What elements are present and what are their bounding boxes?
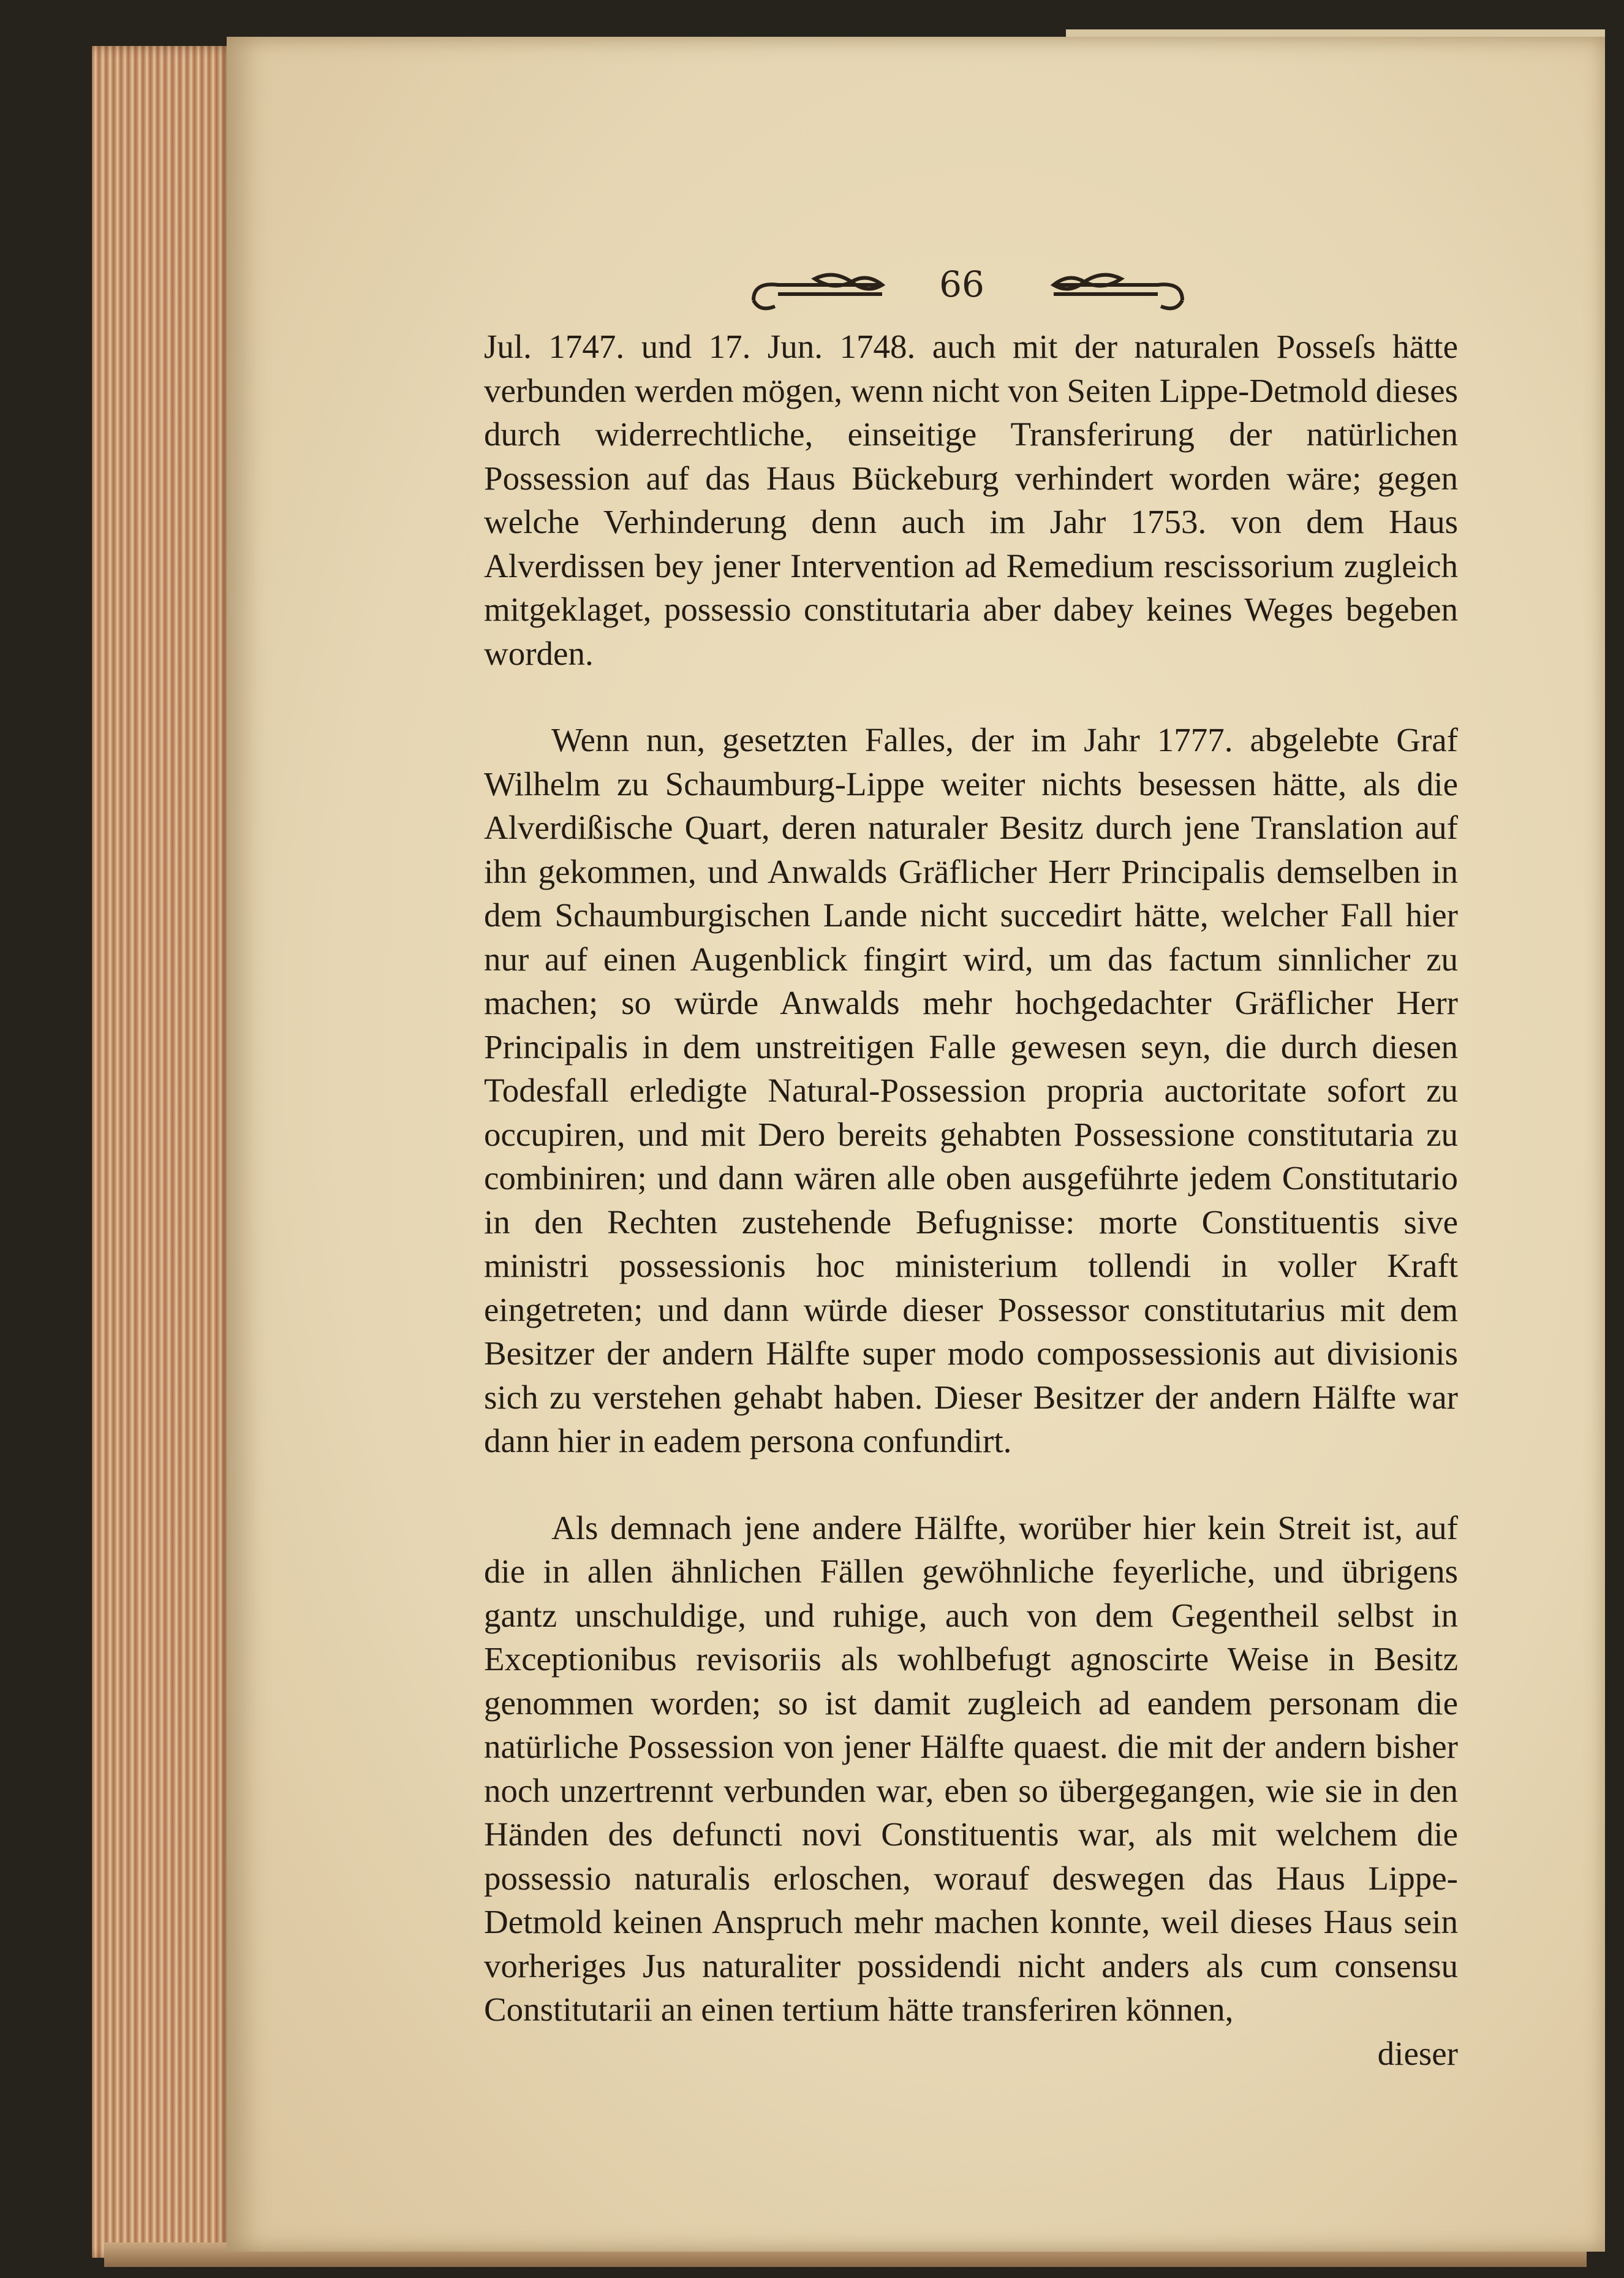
book-page-edges [92, 46, 233, 2258]
page-number: 66 [939, 263, 984, 305]
paragraph-1: Jul. 1747. und 17. Jun. 1748. auch mit der naturalen Posseſs hätte verbunden werden mögen, wenn nicht von Seiten Lippe-Detmold dieses durch widerrechtliche, einseitige Transferirung der natürlichen Possession auf das Haus Bückeburg verhindert worden wäre; gegen welche Verhinderung denn auch im Jahr 1753. von dem Haus Alverdissen bey jener Intervention ad Remedium rescissorium zugleich mitgeklaget, possessio constitutaria aber dabey keines Weges begeben worden. [484, 328, 1459, 672]
paragraph-3: Als demnach jene andere Hälfte, worüber hier kein Streit ist, auf die in allen ähnlichen Fällen gewöhnliche feyerliche, und übrigens gantz unschuldige, und ruhige, auch von dem Gegentheil selbst in Exceptionibus revisoriis als wohlbefugt agnoscirte Weise in Besitz genommen worden; so ist damit zugleich ad eandem personam die natürliche Possession von jener Hälfte quaest. die mit der andern bisher noch unzertrennt verbunden war, eben so übergegangen, wie sie in den Händen des defuncti novi Constituentis war, als mit welchem die possessio naturalis erloschen, worauf deswegen das Haus Lippe-Detmold keinen Anspruch mehr machen konnte, weil dieses Haus sein vorheriges Jus naturaliter possidendi nicht anders als cum consensu Constitutarii an einen tertium hätte transferiren können, [484, 1508, 1458, 2028]
paragraph-2: Wenn nun, gesetzten Falles, der im Jahr 1777. abgelebte Graf Wilhelm zu Schaumburg-Lippe weiter nichts besessen hätte, als die Alverdißische Quart, deren naturaler Besitz durch jene Translation auf ihn gekommen, und Anwalds Gräflicher Herr Principalis demselben in dem Schaumburgischen Lande nicht succedirt hätte, welcher Fall hier nur auf einen Augenblick fingirt wird, um das factum sinnlicher zu machen; so würde Anwalds mehr hochgedachter Gräflicher Herr Principalis in dem unstreitigen Falle gewesen seyn, die durch diesen Todesfall erledigte Natural-Possession propria auctoritate sofort zu occupiren, und mit Dero bereits gehabten Possessione constitutaria zu combiniren; und dann wären alle oben ausgeführte jedem Constitutario in den Rechten zustehende Befugnisse: morte Constituentis sive ministri possessionis hoc ministerium tollendi in voller Kraft eingetreten; und dann würde dieser Possessor constitutarius mit dem Besitzer der andern Hälfte super modo compossessionis aut divisionis sich zu verstehen gehabt haben. Dieser Besitzer der andern Hälfte war dann hier in eadem persona confundirt. [484, 721, 1458, 1459]
catchword: dieser [1377, 2034, 1458, 2072]
body-text [484, 325, 1458, 2075]
